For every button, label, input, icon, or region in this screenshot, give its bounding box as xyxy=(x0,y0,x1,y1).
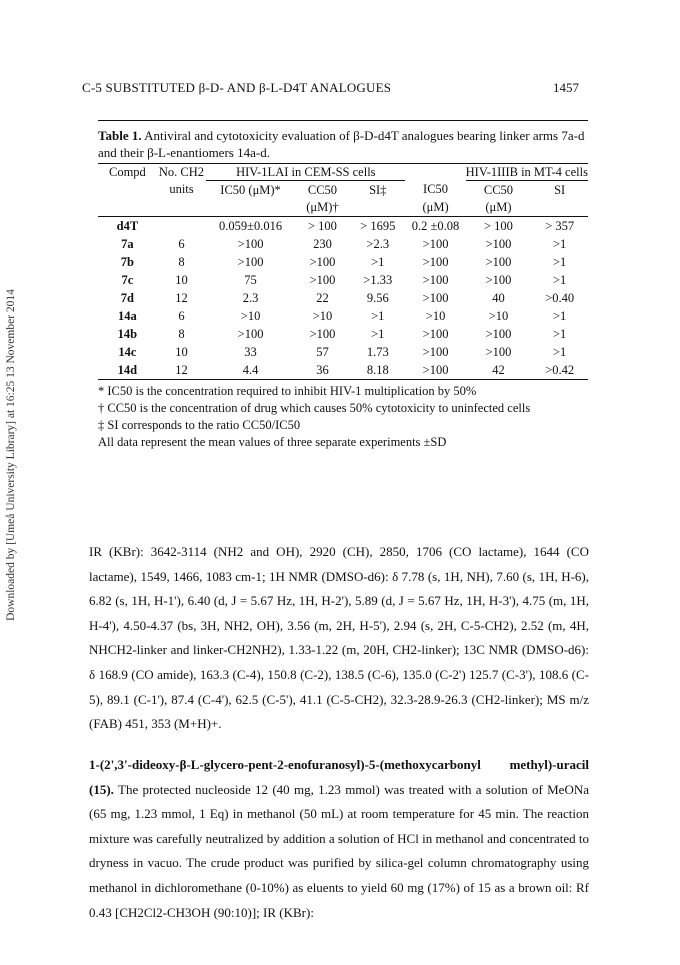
table-cell: 33 xyxy=(244,344,257,359)
table-cell: >100 xyxy=(422,326,449,341)
table-row xyxy=(98,217,588,236)
table-cell: >100 xyxy=(309,254,336,269)
compound-cell: 7a xyxy=(121,236,134,251)
table-cell: >10 xyxy=(312,308,333,323)
table-cell: >100 xyxy=(422,362,449,377)
footnote-si: ‡ SI corresponds to the ratio CC50/IC50 xyxy=(98,418,301,432)
header-ic50-cem: IC50 (μM)* xyxy=(220,182,281,197)
header-mt4: HIV-1IIIB in MT-4 cells xyxy=(465,164,588,179)
table-cell: >100 xyxy=(237,254,264,269)
table-cell: > 357 xyxy=(545,218,575,233)
table-cell: >100 xyxy=(485,326,512,341)
table-cell: 8.18 xyxy=(366,362,389,377)
table-cell: 42 xyxy=(492,362,505,377)
table-cell: 1.73 xyxy=(366,344,389,359)
table-caption-text: Antiviral and cytotoxicity evaluation of β-D-d4T analogues bearing linker arms 7a-d and their β-L-enantiomers 14a-d. xyxy=(98,128,585,160)
table-cell: 6 xyxy=(178,308,185,323)
compound-cell: 14d xyxy=(117,362,138,377)
table-cell: >100 xyxy=(422,236,449,251)
table-cell: >100 xyxy=(237,236,264,251)
header-cc50-cem: CC50 xyxy=(307,182,338,197)
table-cell: >2.3 xyxy=(366,236,390,251)
table-cell: >1 xyxy=(553,308,567,323)
table-cell: >1 xyxy=(553,344,567,359)
table-cell: 10 xyxy=(175,344,188,359)
page-number: 1457 xyxy=(553,80,579,95)
compound-cell: d4T xyxy=(116,218,139,233)
table-cell: >100 xyxy=(309,326,336,341)
table-cell: >10 xyxy=(425,308,446,323)
table-cell: 75 xyxy=(244,272,257,287)
unit-cc50-mt4: (μM) xyxy=(485,200,512,214)
table-cell: >100 xyxy=(422,344,449,359)
table-row xyxy=(98,253,588,271)
table-cell: >100 xyxy=(485,344,512,359)
header-si-cem: SI‡ xyxy=(369,182,387,197)
table-row xyxy=(98,325,588,343)
table-row xyxy=(98,271,588,289)
data-table xyxy=(98,163,588,380)
compound-cell: 14c xyxy=(118,344,137,359)
table-cell: >0.40 xyxy=(545,290,575,305)
header-cem-ss: HIV-1LAI in CEM-SS cells xyxy=(206,164,405,181)
table-cell: 6 xyxy=(178,236,185,251)
table-cell: >0.42 xyxy=(545,362,575,377)
header-ic50-mt4: IC50 xyxy=(423,182,449,197)
compound-cell: 14a xyxy=(118,308,137,323)
header-si-mt4: SI xyxy=(554,182,566,197)
footnote-ic50: * IC50 is the concentration required to inhibit HIV-1 multiplication by 50% xyxy=(98,384,477,398)
table-cell: >100 xyxy=(422,272,449,287)
table-body xyxy=(98,217,588,380)
compound-15-paragraph xyxy=(89,753,589,925)
table-cell: 36 xyxy=(316,362,329,377)
table-cell: > 100 xyxy=(484,218,513,233)
compound-cell: 7b xyxy=(120,254,134,269)
table-cell: > 1695 xyxy=(360,218,396,233)
table-row xyxy=(98,235,588,253)
download-note-sidebar xyxy=(4,150,18,760)
table-footnotes xyxy=(98,383,588,451)
table-cell: > 100 xyxy=(308,218,337,233)
table-cell: >1 xyxy=(553,272,567,287)
table-cell: >100 xyxy=(309,272,336,287)
table-cell: 12 xyxy=(175,362,188,377)
running-head: C-5 SUBSTITUTED β-D- AND β-L-D4T ANALOGUES xyxy=(82,80,392,95)
table-cell: >10 xyxy=(488,308,509,323)
header-ch2: No. CH2 xyxy=(158,164,205,179)
unit-ic50-mt4: (μM) xyxy=(422,200,449,214)
table-caption xyxy=(98,120,588,161)
compound-heading: 1-(2',3'-dideoxy-β-L-glycero-pent-2-enofuranosyl)-5-(methoxycarbonyl methyl)-uracil (15). xyxy=(89,757,589,797)
table-cell: 9.56 xyxy=(366,290,389,305)
footnote-data-note: All data represent the mean values of three separate experiments ±SD xyxy=(98,435,447,449)
footnote-cc50: † CC50 is the concentration of drug which causes 50% cytotoxicity to uninfected cells xyxy=(98,401,531,415)
table-cell: 12 xyxy=(175,290,188,305)
table-cell: >1 xyxy=(553,326,567,341)
table-cell xyxy=(157,217,206,236)
table-cell: >1 xyxy=(371,254,385,269)
table-cell: 230 xyxy=(313,236,332,251)
table-cell: >1 xyxy=(553,236,567,251)
table-cell: >100 xyxy=(485,254,512,269)
table-cell: >100 xyxy=(422,290,449,305)
table-cell: >1 xyxy=(371,326,385,341)
spectral-data-paragraph: IR (KBr): 3642-3114 (NH2 and OH), 2920 (CH), 2850, 1706 (CO lactame), 1644 (CO lactame), 1549, 1466, 1083 cm-1; 1H NMR (DMSO-d6): δ 7.78 (s, 1H, NH), 7.60 (s, 1H, H-6), 6.82 (s, 1H, H-1'), 6.40 (d, J = 5.67 Hz, 1H, H-2'), 5.89 (d, J = 5.67 Hz, 1H, H-3'), 4.75 (m, 1H, H-4'), 4.50-4.37 (bs, 3H, NH2, OH), 3.56 (m, 2H, H-5'), 2.94 (s, 2H, C-5-CH2), 2.52 (m, 4H, NHCH2-linker and linker-CH2NH2), 1.33-1.22 (m, 20H, CH2-linker); 13C NMR (DMSO-d6): δ 168.9 (CO amide), 163.3 (C-4), 150.8 (C-2), 138.5 (C-6), 135.0 (C-2') 125.7 (C-3'), 108.6 (C-5), 89.1 (C-1'), 87.4 (C-4'), 62.5 (C-5'), 41.1 (C-5-CH2), 32.3-28.9-26.3 (CH2-linker); MS m/z (FAB) 451, 353 (M+H)+. xyxy=(89,544,589,732)
compound-procedure: The protected nucleoside 12 (40 mg, 1.23 mmol) was treated with a solution of MeONa (65 mg, 1.23 mmol, 1 Eq) in methanol (50 mL) at room temperature for 45 min. The reaction mixture was carefully neutralized by addition a solution of HCl in methanol and concentrated to dryness in vacuo. The crude product was purified by silica-gel column chromatography using methanol in dichloromethane (0-10%) as eluents to yield 60 mg (17%) of 15 as a brown oil: Rf 0.43 [CH2Cl2-CH3OH (90:10)]; IR (KBr): xyxy=(89,781,590,920)
table-cell: 8 xyxy=(178,254,185,269)
download-note: Downloaded by [Umeå University Library] at 16:25 13 November 2014 xyxy=(5,289,17,621)
header-units: units xyxy=(169,182,194,197)
table-cell: 22 xyxy=(316,290,329,305)
table-1 xyxy=(98,120,588,451)
table-caption-label: Table 1. xyxy=(98,128,142,143)
table-cell: 8 xyxy=(178,326,185,341)
table-row xyxy=(98,361,588,380)
header-cc50-mt4: CC50 xyxy=(483,182,514,197)
table-cell: 0.2 ±0.08 xyxy=(411,218,460,233)
compound-cell: 7c xyxy=(121,272,134,287)
table-cell: 2.3 xyxy=(242,290,259,305)
compound-cell: 14b xyxy=(117,326,138,341)
table-cell: >1.33 xyxy=(363,272,393,287)
compound-cell: 7d xyxy=(120,290,134,305)
table-cell: >1 xyxy=(553,254,567,269)
table-row xyxy=(98,307,588,325)
unit-cc50-cem: (μM)† xyxy=(306,200,339,214)
table-cell: >100 xyxy=(485,236,512,251)
table-row xyxy=(98,289,588,307)
table-cell: 4.4 xyxy=(242,362,259,377)
table-cell: 40 xyxy=(492,290,505,305)
table-cell: >10 xyxy=(240,308,261,323)
table-cell: 0.059±0.016 xyxy=(218,218,283,233)
table-cell: 57 xyxy=(316,344,329,359)
table-cell: >100 xyxy=(485,272,512,287)
table-cell: >100 xyxy=(237,326,264,341)
table-cell: >100 xyxy=(422,254,449,269)
table-cell: >1 xyxy=(371,308,385,323)
header-compd: Compd xyxy=(108,164,146,179)
table-cell: 10 xyxy=(175,272,188,287)
table-row xyxy=(98,343,588,361)
